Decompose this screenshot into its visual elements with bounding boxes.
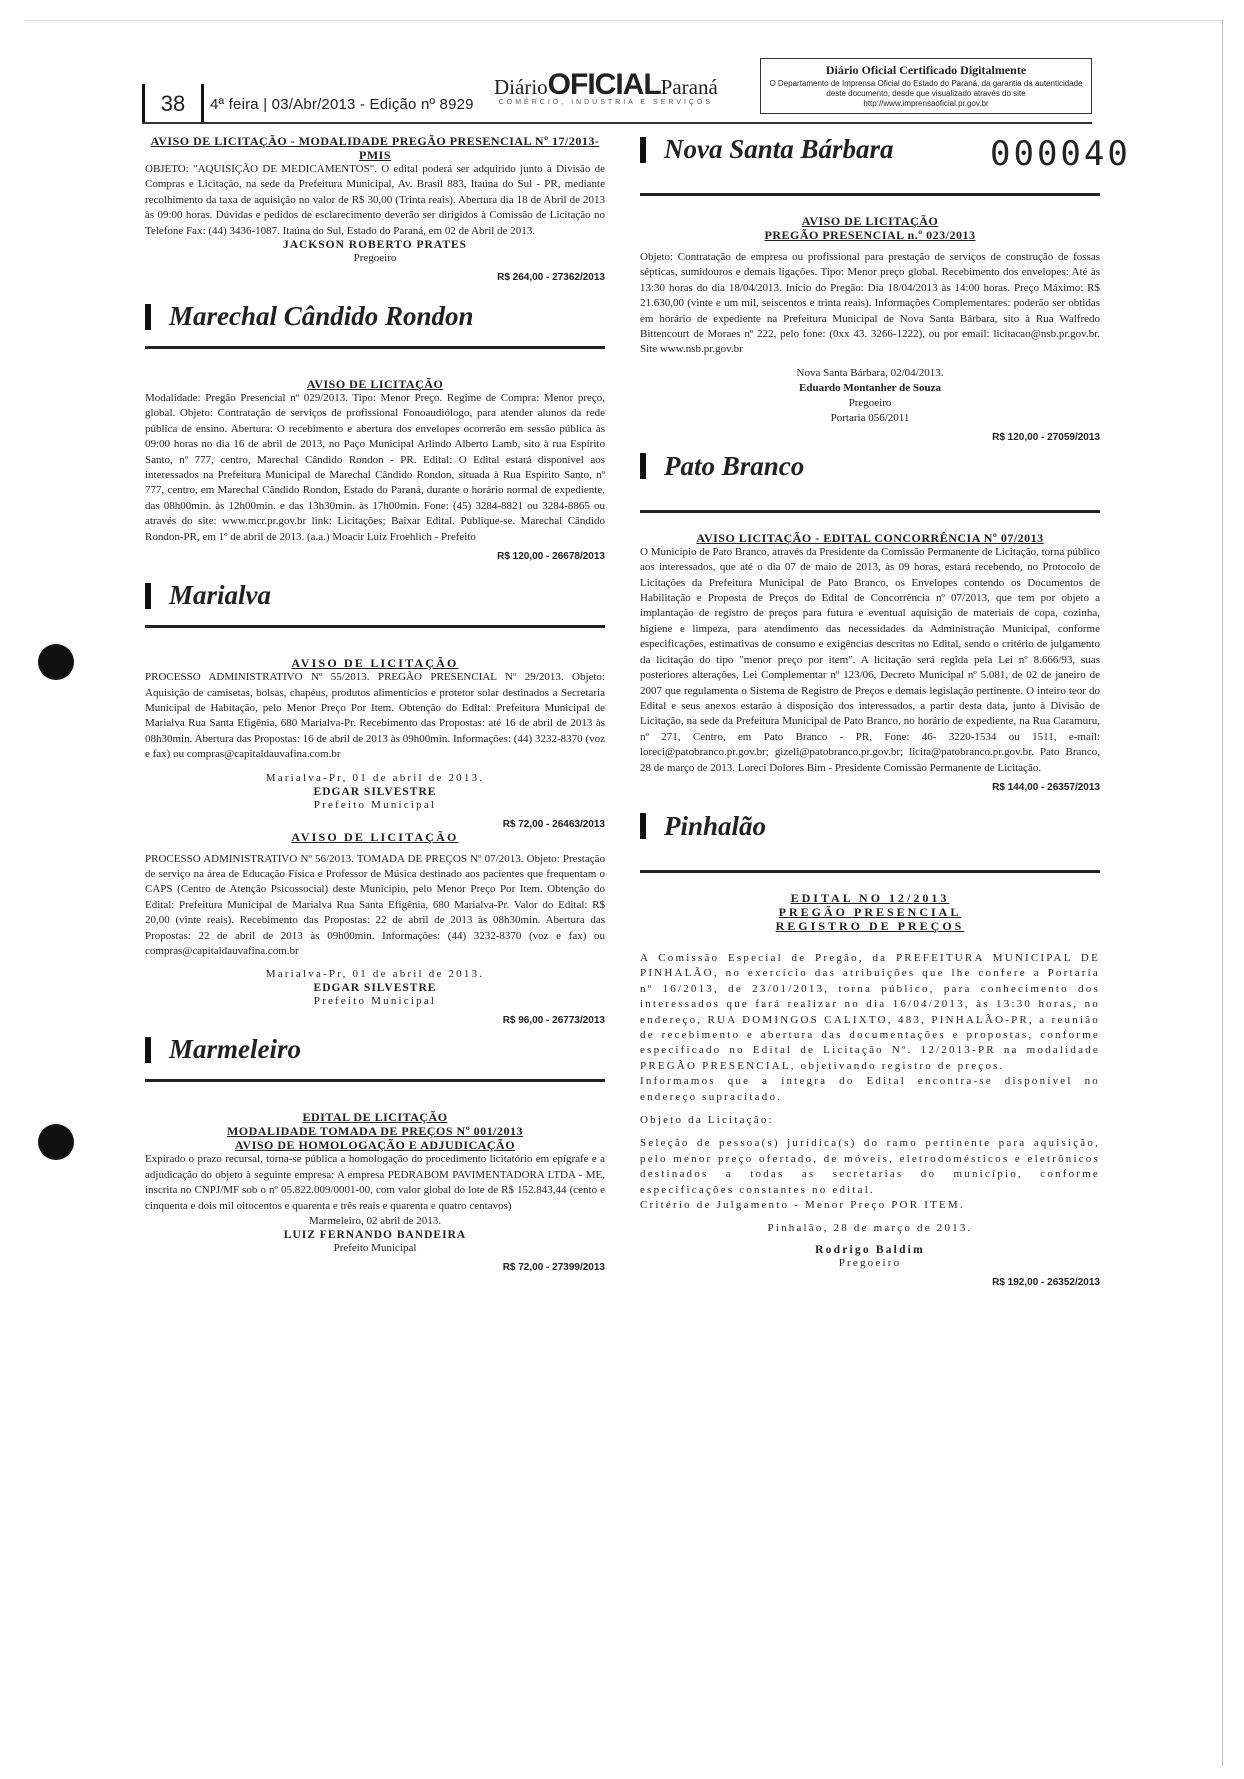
aviso-title-nova-1: AVISO DE LICITAÇÃO bbox=[801, 214, 939, 228]
section-title: Nova Santa Bárbara bbox=[664, 134, 894, 164]
right-column bbox=[640, 134, 1100, 1288]
place-date: Nova Santa Bárbara, 02/04/2013. bbox=[796, 366, 944, 379]
edital-title-1: EDITAL DE LICITAÇÃO bbox=[302, 1110, 448, 1125]
edital-body-pinhalao-3: Seleção de pessoa(s) jurídica(s) do ramo pertinente para aquisição, pelo menor preço ofertado, de móveis, eletrodomésticos e eletrônicos destinados a todas as secretarias do município, conforme especificações constantes no edital. bbox=[640, 1137, 1100, 1196]
section-title: Marechal Cândido Rondon bbox=[169, 301, 474, 332]
signer-role: Prefeito Municipal bbox=[333, 1242, 417, 1254]
section-title: Pato Branco bbox=[664, 450, 805, 481]
section-bar bbox=[640, 813, 646, 839]
section-bar bbox=[640, 137, 646, 163]
signer-role: Pregoeiro bbox=[848, 396, 892, 409]
edital-body-marmeleiro: Expirado o prazo recursal, torna-se pública a homologação do procedimento licitatório em epígrafe e a adjudicação do objeto à seguinte empresa: A empresa PEDRABOM PAVIMENTADORA LTDA - ME, inscrita no CNPJ/MF sob o nº 05.822.009/0001-00, com valor global do lote de R$ 152.843,44 (cento e cinquenta e dois mil oitocentos e quarenta e três reais e quarenta e quatro centavos) bbox=[145, 1153, 605, 1212]
price-tag: R$ 264,00 - 27362/2013 bbox=[497, 272, 605, 284]
aviso-body-pato-branco: O Município de Pato Branco, através da Presidente da Comissão Permanente de Licitação, torna público aos interessados, que até o dia 07 de maio de 2013, às 09 horas, estará recebendo, no Protocolo de Licitações da Prefeitura Municipal de Pato Branco, os Envelopes contendo os Documentos de Habilitação e Proposta de Preços do Edital de Concorrência nº 07/2013, que tem por objeto a implantação de registro de preços para futura e eventual aquisição de materiais de copa, cozinha, higiene e limpeza, para atendimento das necessidades da Administração Municipal, conforme especificações, estimativas de consumo e exigências descritas no Edital, sendo o critério de julgamento da licitação do tipo "menor preço por item". A licitação será regida pela Lei nº 8.666/93, suas posteriores alterações, Lei Complementar nº 123/06, Decreto Municipal nº 5.081, de 02 de janeiro de 2007 que regulamenta o Sistema de Registro de Preços e demais legislação pertinente. O inteiro teor do Edital e seus anexos estarão à disposição dos interessados, a partir desta data, junto à Divisão de Licitação, na sede da Prefeitura Municipal de Pato Branco, no horário de expediente, na Rua Caramuru, nº 271, Centro, em Pato Branco - PR, Fone: 46- 3220-1534 ou 1511, e-mail: loreci@patobranco.pr.gov.br; gizeli@patobranco.pr.gov.br; licita@patobranco.pr.gov.br. Pato Branco, 28 de março de 2013. Loreci Dolores Bim - Presidente Comissão Permanente de Licitação. bbox=[640, 545, 1100, 774]
price-tag: R$ 96,00 - 26773/2013 bbox=[502, 1015, 605, 1027]
certificate-text: O Departamento de Imprensa Oficial do Estado do Paraná, da garantia da autenticidade deste documento, desde que visualizado através do site http://www.imprensaoficial.pr.gov.br bbox=[769, 79, 1083, 108]
punch-hole-bottom bbox=[38, 1124, 74, 1160]
place-date: Marialva-Pr, 01 de abril de 2013. bbox=[265, 968, 485, 981]
price-tag: R$ 120,00 - 27059/2013 bbox=[992, 431, 1100, 443]
signer-name: Rodrigo Baldim bbox=[815, 1244, 925, 1257]
section-marmeleiro bbox=[145, 1034, 605, 1065]
edital-body-pinhalao-2: Informamos que a íntegra do Edital encontra-se disponível no endereço supracitado. bbox=[640, 1075, 1100, 1103]
signer-name: EDGAR SILVESTRE bbox=[313, 982, 437, 995]
edital-title-3: AVISO DE HOMOLOGAÇÃO E ADJUDICAÇÃO bbox=[234, 1138, 516, 1153]
signer-role: Prefeito Municipal bbox=[313, 798, 437, 811]
header-rule bbox=[142, 122, 1092, 124]
signer-name: JACKSON ROBERTO PRATES bbox=[282, 239, 468, 252]
aviso-title-marialva-1: AVISO DE LICITAÇÃO bbox=[291, 656, 459, 671]
section-bar bbox=[145, 583, 151, 609]
logo-oficial: OFICIAL bbox=[547, 68, 661, 101]
section-marialva bbox=[145, 580, 605, 611]
aviso-title-marialva-2: AVISO DE LICITAÇÃO bbox=[291, 829, 459, 844]
signer-name: Eduardo Montanher de Souza bbox=[799, 381, 941, 394]
section-pinhalao bbox=[640, 811, 1100, 842]
section-pato-branco bbox=[640, 451, 1100, 482]
signer-role: Pregoeiro bbox=[838, 1257, 902, 1270]
aviso-title-nova-2: PREGÃO PRESENCIAL n.º 023/2013 bbox=[764, 228, 976, 242]
section-bar bbox=[640, 453, 646, 479]
portaria: Portaria 056/2011 bbox=[830, 411, 910, 424]
criteria-line: Critério de Julgamento - Menor Preço POR ITEM. bbox=[640, 1199, 965, 1212]
aviso-title-marechal: AVISO DE LICITAÇÃO bbox=[306, 377, 444, 392]
price-tag: R$ 120,00 - 26678/2013 bbox=[497, 551, 605, 563]
signer-role: Pregoeiro bbox=[353, 252, 397, 265]
edital-title-2: MODALIDADE TOMADA DE PREÇOS Nº 001/2013 bbox=[226, 1124, 524, 1139]
section-title: Marialva bbox=[169, 580, 272, 611]
diario-oficial-logo bbox=[494, 68, 718, 106]
aviso-body-marialva-2: PROCESSO ADMINISTRATIVO Nº 56/2013. TOMADA DE PREÇOS Nº 07/2013. Objeto: Prestação de serviço na área de Educação Física e Professor de Música destinado aos pacientes que frequentam o CAPS (Centro de Atenção Psicossocial) deste Município, pelo Menor Preço Por Item. Obtenção do Edital: Prefeitura Municipal de Marialva Rua Santa Efigênia, 680 Marialva-Pr. Valor do Edital: R$ 20,00 (vinte reais). Recebimento das Propostas: 22 de abril de 2013 às 08h30min. Abertura das Propostas: 22 de abril de 2013 às 09h00min. Informações: (44) 3232-8370 (voz e fax) ou compras@capitaldauvafina.com.br bbox=[145, 852, 605, 957]
signer-role: Prefeito Municipal bbox=[313, 995, 437, 1008]
logo-diario: Diário bbox=[494, 75, 548, 99]
edital-title-pinhalao-2: PREGÃO PRESENCIAL bbox=[778, 904, 962, 919]
section-nova-santa-barbara bbox=[640, 134, 1100, 165]
aviso-body-marechal: Modalidade: Pregão Presencial nº 029/2013. Tipo: Menor Preço. Regime de Compra: Menor preço, global. Objeto: Contratação de serviços de profissional Fonoaudiólogo, para atender alunos da rede pública de ensino. Abertura: O recebimento e abertura dos envelopes ocorrerão em sessão pública às 09:00 horas no dia 16 de abril de 2013, no Paço Municipal Arlindo Alberto Lamb, sito à rua Espírito Santo, nº 777, centro, Marechal Cândido Rondon - PR. Edital: O Edital estará disponível aos interessados na Prefeitura Municipal de Marechal Cândido Rondon, situada à Rua Espírito Santo, nº 777, centro, em Marechal Cândido Rondon, Estado do Paraná, durante o horário normal de expediente, das 08h00min. às 12h00min. e das 13h30min. às 17h00min. Fone: (45) 3284-8821 ou 3284-8865 ou através do site: www.mcr.pr.gov.br link: Licitações; Baixar Edital. Publique-se. Marechal Cândido Rondon-PR, em 1º de abril de 2013. (a.a.) Moacir Luiz Froehlich - Prefeito bbox=[145, 392, 605, 543]
page-number: 38 bbox=[142, 84, 204, 124]
page-stamp: 000040 bbox=[990, 134, 1131, 174]
aviso-title-itauna: AVISO DE LICITAÇÃO - MODALIDADE PREGÃO PRESENCIAL Nº 17/2013-PMIS bbox=[150, 134, 600, 162]
edital-body-pinhalao-1: A Comissão Especial de Pregão, da PREFEITURA MUNICIPAL DE PINHALÃO, no exercício das atribuições que lhe confere a Portaria nº 16/2013, de 23/01/2013, torna público, para conhecimento dos interessados que fará realizar no dia 16/04/2013, às 13:30 horas, no endereço, RUA DOMINGOS CALIXTO, 483, PINHALÃO-PR, a reunião de recebimento e abertura das documentações e propostas, conforme especificado no Edital de Licitação Nº. 12/2013-PR na modalidade PREGÃO PRESENCIAL, objetivando registro de preços. bbox=[640, 951, 1100, 1072]
edition-date: 4ª feira | 03/Abr/2013 - Edição nº 8929 bbox=[210, 96, 474, 113]
aviso-body-nova: Objeto: Contratação de empresa ou profissional para prestação de serviços de construção de fossas sépticas, sumidouros e demais ligações. Tipo: Menor preço global. Recebimento dos envelopes: Até às 13:30 horas do dia 18/04/2013. Início do Pregão: Dia 18/04/2013 às 14:00 horas. Preço Máximo: R$ 21.630,00 (vinte e um mil, seiscentos e trinta reais). Informações Complementares: poderão ser obtidas em horário de expediente na Prefeitura Municipal de Nova Santa Bárbara, sito à Rua Walfredo Bittencourt de Moraes nº 222, pelo fone: (0xx 43. 3266-1222), ou por email: licitacao@nsb.pr.gov.br. Site www.nsb.pr.gov.br bbox=[640, 251, 1100, 356]
section-bar bbox=[145, 304, 151, 330]
signer-name: LUIZ FERNANDO BANDEIRA bbox=[283, 1229, 467, 1241]
price-tag: R$ 192,00 - 26352/2013 bbox=[992, 1277, 1100, 1289]
place-date: Marmeleiro, 02 abril de 2013. bbox=[309, 1215, 441, 1227]
aviso-title-pato-branco: AVISO LICITAÇÃO - EDITAL CONCORRÊNCIA Nº 07/2013 bbox=[696, 530, 1044, 545]
logo-parana: Paraná bbox=[660, 75, 718, 99]
price-tag: R$ 72,00 - 26463/2013 bbox=[502, 818, 605, 830]
objeto-label: Objeto da Licitação: bbox=[640, 1114, 774, 1126]
certificate-box bbox=[760, 58, 1092, 114]
certificate-title: Diário Oficial Certificado Digitalmente bbox=[825, 63, 1027, 77]
edital-title-pinhalao-1: EDITAL NO 12/2013 bbox=[790, 890, 950, 905]
left-column bbox=[145, 134, 605, 1273]
place-date: Marialva-Pr, 01 de abril de 2013. bbox=[265, 771, 485, 784]
section-title: Marmeleiro bbox=[169, 1034, 301, 1065]
aviso-body-marialva-1: PROCESSO ADMINISTRATIVO Nº 55/2013. PREGÃO PRESENCIAL Nº 29/2013. Objeto: Aquisição de camisetas, bolsas, chapéus, produtos alimentícios e protetor solar destinados a Secretaria Municipal de Habitação, pelo Menor Preço Por Item. Obtenção do Edital: Prefeitura Municipal de Marialva Rua Santa Efigênia, 680 Marialva-Pr. Recebimento das Propostas: até 16 de abril de 2013 às 08h30min. Abertura das Propostas: 16 de abril de 2013 às 09h00min. Informações: (44) 3232-8370 (voz e fax) ou compras@capitaldauvafina.com.br bbox=[145, 671, 605, 761]
section-title: Pinhalão bbox=[664, 810, 767, 841]
section-marechal bbox=[145, 301, 605, 332]
price-tag: R$ 72,00 - 27399/2013 bbox=[502, 1262, 605, 1273]
aviso-body-itauna: OBJETO: "AQUISIÇÃO DE MEDICAMENTOS". O edital poderá ser adquirido junto à Divisão de Compras e Licitação, na sede da Prefeitura Municipal, Av. Brasil 883, Itaúna do Sul - PR, mediante recolhimento da taxa de aquisição no valor de R$ 30,00 (Trinta reais). Abertura dia 18 de Abril de 2013 às 09:00 horas. Dúvidas e pedidos de esclarecimento deverão ser dirigidos à Comissão de Licitação no Telefone Fax: (44) 3436-1087. Itaúna do Sul, Estado do Paraná, em 02 de Abril de 2013. bbox=[145, 163, 605, 237]
logo-tagline: COMÉRCIO, INDÚSTRIA E SERVIÇOS bbox=[498, 99, 714, 106]
place-date: Pinhalão, 28 de março de 2013. bbox=[767, 1222, 973, 1235]
price-tag: R$ 144,00 - 26357/2013 bbox=[992, 781, 1100, 793]
signer-name: EDGAR SILVESTRE bbox=[313, 785, 437, 798]
section-bar bbox=[145, 1037, 151, 1063]
edital-title-pinhalao-3: REGISTRO DE PREÇOS bbox=[775, 918, 965, 933]
punch-hole-top bbox=[38, 644, 74, 680]
